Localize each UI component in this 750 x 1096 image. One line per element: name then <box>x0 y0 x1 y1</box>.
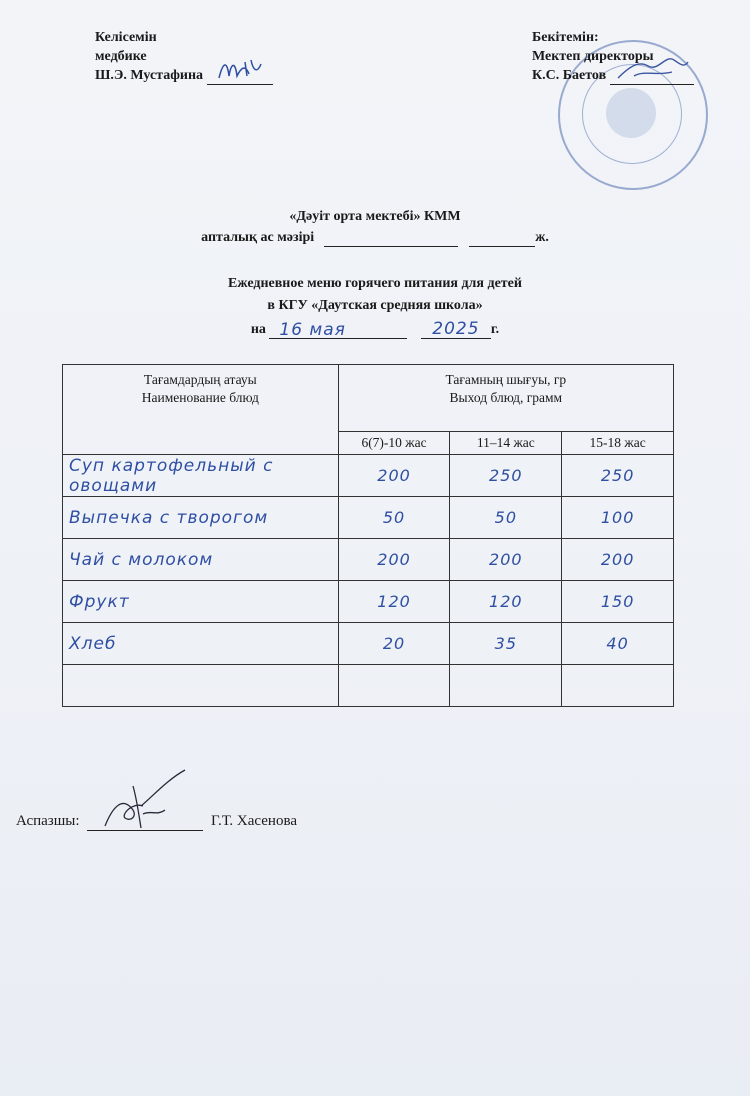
signature-line-left <box>207 68 273 85</box>
director-signature <box>614 50 690 84</box>
weekly-menu-blank-2 <box>469 232 535 247</box>
approval-right-line1: Бекітемін: <box>532 30 599 45</box>
menu-title-ru: Ежедневное меню горячего питания для детей <box>228 276 522 291</box>
portion-6-10: 20 <box>338 623 450 665</box>
approval-right-line2: Мектеп директоры <box>532 49 654 64</box>
portion-15-18: 250 <box>562 455 674 497</box>
school-name-ru: в КГУ «Даутская средняя школа» <box>267 298 483 313</box>
age-group-header: 11–14 жас <box>450 432 562 455</box>
date-suffix: г. <box>490 322 500 337</box>
table-header-row <box>63 365 674 432</box>
yield-header <box>338 365 673 432</box>
portion-6-10: 200 <box>338 455 450 497</box>
dish-name-header <box>63 365 339 455</box>
portion-15-18: 150 <box>562 581 674 623</box>
portion-11-14 <box>450 665 562 707</box>
portion-6-10 <box>338 665 450 707</box>
portion-11-14: 120 <box>450 581 562 623</box>
nurse-signature <box>215 54 265 84</box>
approval-left-line1: Келісемін <box>95 30 157 45</box>
menu-table <box>62 364 674 707</box>
school-name-kz: «Дәуіт орта мектебі» КММ <box>289 209 461 224</box>
portion-11-14: 50 <box>450 497 562 539</box>
portion-6-10: 120 <box>338 581 450 623</box>
cook-signature-blank <box>87 814 203 831</box>
age-group-header: 15-18 жас <box>562 432 674 455</box>
date-year: 2025 <box>421 320 491 339</box>
table-row-empty <box>63 665 674 707</box>
dish-name: Суп картофельный с овощами <box>63 455 339 497</box>
table-row <box>63 623 674 665</box>
weekly-menu-label: апталық ас мәзірі <box>201 230 315 245</box>
portion-11-14: 250 <box>450 455 562 497</box>
dish-name <box>63 665 339 707</box>
portion-11-14: 200 <box>450 539 562 581</box>
approval-right-name: К.С. Баетов <box>532 68 607 83</box>
approval-left-line2: медбике <box>95 49 147 64</box>
dish-name: Выпечка с творогом <box>63 497 339 539</box>
date-prefix: на <box>250 322 266 337</box>
yield-header-kz: Тағамның шығуы, гр <box>445 372 567 387</box>
year-suffix: ж. <box>535 230 549 245</box>
weekly-menu-line <box>0 228 750 247</box>
weekly-menu-blank-1 <box>324 232 458 247</box>
portion-11-14: 35 <box>450 623 562 665</box>
cook-label: Аспазшы: <box>16 813 80 829</box>
yield-header-ru: Выход блюд, грамм <box>449 390 563 405</box>
dish-name: Чай с молоком <box>63 539 339 581</box>
approval-right <box>532 28 694 85</box>
portion-15-18: 100 <box>562 497 674 539</box>
approval-left-name: Ш.Э. Мустафина <box>95 68 204 83</box>
date-day-month: 16 мая <box>269 321 407 339</box>
cook-signature <box>93 766 193 836</box>
table-row <box>63 497 674 539</box>
portion-6-10: 50 <box>338 497 450 539</box>
table-row <box>63 539 674 581</box>
table-row <box>63 455 674 497</box>
portion-6-10: 200 <box>338 539 450 581</box>
age-group-header: 6(7)-10 жас <box>338 432 450 455</box>
seal-emblem <box>606 88 656 138</box>
table-row <box>63 581 674 623</box>
cook-signature-line <box>16 812 297 831</box>
portion-15-18: 40 <box>562 623 674 665</box>
menu-date-line <box>0 320 750 339</box>
approval-left <box>95 28 273 85</box>
dish-name: Фрукт <box>63 581 339 623</box>
portion-15-18: 200 <box>562 539 674 581</box>
cook-name: Г.Т. Хасенова <box>211 813 297 829</box>
dish-name-header-kz: Тағамдардың атауы <box>143 372 257 387</box>
portion-15-18 <box>562 665 674 707</box>
signature-line-right <box>610 68 694 85</box>
dish-name-header-ru: Наименование блюд <box>141 390 259 405</box>
dish-name: Хлеб <box>63 623 339 665</box>
